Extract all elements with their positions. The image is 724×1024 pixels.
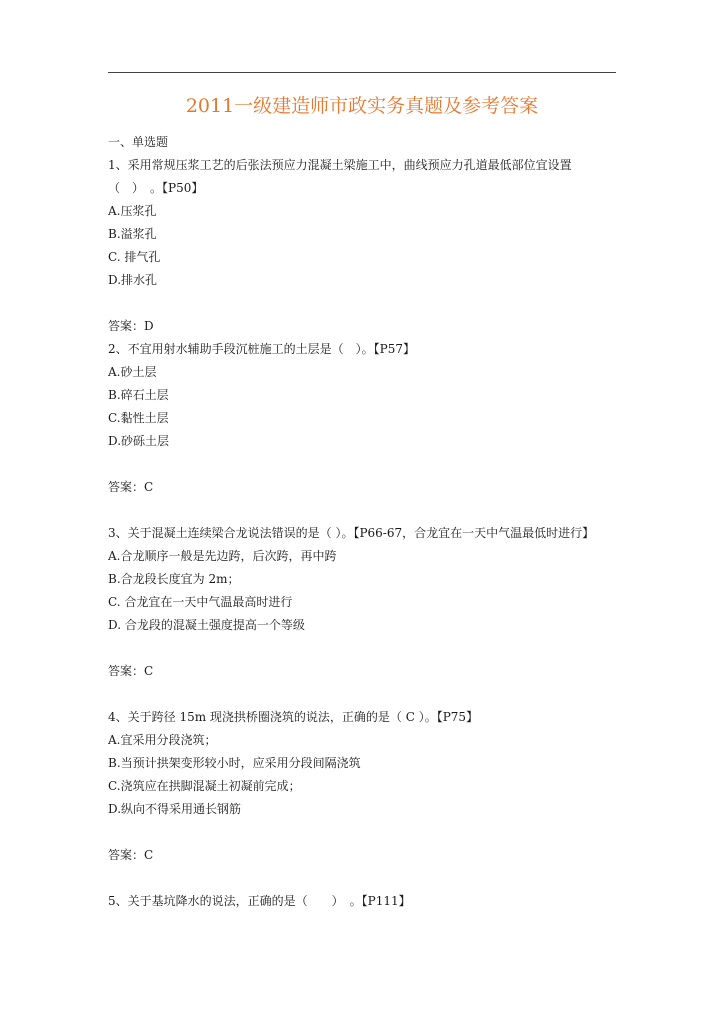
question-2-option-d: D.砂砾土层	[108, 434, 170, 448]
question-3-option-a: A.合龙顺序一般是先边跨，后次跨，再中跨	[108, 549, 337, 563]
question-2-answer: 答案：C	[108, 480, 154, 494]
spacer	[108, 867, 628, 890]
question-1-answer: 答案：D	[108, 319, 154, 333]
question-3-stem: 3、关于混凝土连续梁合龙说法错误的是（ ）。【P66-67，合龙宜在一天中气温最低时进行】	[108, 526, 595, 540]
question-5-stem: 5、关于基坑降水的说法，正确的是（ ） 。【P111】	[108, 894, 411, 908]
question-3-answer: 答案：C	[108, 664, 154, 678]
question-1-stem-cont: （ ） 。【P50】	[108, 181, 204, 195]
question-1-stem: 1、采用常规压浆工艺的后张法预应力混凝土梁施工中，曲线预应力孔道最低部位宜设置	[108, 158, 572, 172]
document-body	[108, 131, 628, 913]
question-4-option-b: B.当预计拱架变形较小时，应采用分段间隔浇筑	[108, 756, 361, 770]
question-1-option-a: A.压浆孔	[108, 204, 157, 218]
question-3-option-b: B.合龙段长度宜为 2m；	[108, 572, 240, 586]
spacer	[108, 453, 628, 476]
section-heading: 一、单选题	[108, 135, 169, 149]
document-title: 2011一级建造师市政实务真题及参考答案	[185, 95, 539, 117]
question-4-stem: 4、关于跨径 15m 现浇拱桥圈浇筑的说法，正确的是（ C ）。【P75】	[108, 710, 479, 724]
question-2-option-a: A.砂土层	[108, 365, 157, 379]
question-1-option-d: D.排水孔	[108, 273, 158, 287]
question-1-option-b: B.溢浆孔	[108, 227, 157, 241]
spacer	[108, 821, 628, 844]
question-2-stem: 2、不宜用射水辅助手段沉桩施工的土层是（ ）。【P57】	[108, 342, 415, 356]
question-4-option-c: C.浇筑应在拱脚混凝土初凝前完成；	[108, 779, 301, 793]
spacer	[108, 637, 628, 660]
question-2-option-b: B.碎石土层	[108, 388, 169, 402]
question-2-option-c: C.黏性土层	[108, 411, 169, 425]
question-3-option-c: C. 合龙宜在一天中气温最高时进行	[108, 595, 293, 609]
question-4-option-d: D.纵向不得采用通长钢筋	[108, 802, 242, 816]
spacer	[108, 292, 628, 315]
header-rule	[108, 72, 616, 73]
spacer	[108, 683, 628, 706]
question-4-answer: 答案：C	[108, 848, 154, 862]
question-4-option-a: A.宜采用分段浇筑；	[108, 733, 217, 747]
question-1-option-c: C. 排气孔	[108, 250, 161, 264]
question-3-option-d: D. 合龙段的混凝土强度提高一个等级	[108, 618, 305, 632]
spacer	[108, 499, 628, 522]
